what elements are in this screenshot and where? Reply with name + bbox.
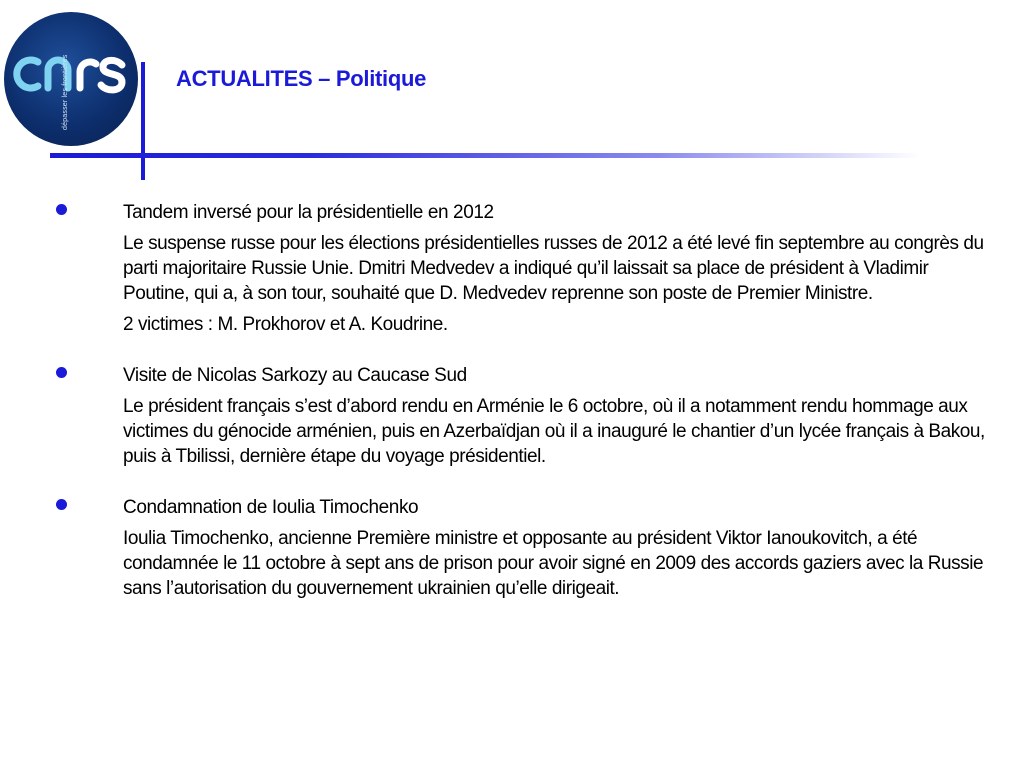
- news-heading: Condamnation de Ioulia Timochenko: [123, 497, 419, 518]
- bullet-icon: [56, 367, 67, 378]
- news-paragraph: Le suspense russe pour les élections présidentielles russes de 2012 a été levé fin septembre au congrès du parti majoritaire Russie Unie. Dmitri Medvedev a indiqué qu’il laissait sa place de président à Vladimir Poutine, qui a, à son tour, souhaité que D. Medvedev reprenne son poste de Premier Ministre.: [123, 233, 984, 304]
- vertical-divider: [141, 62, 145, 180]
- logo-tagline: dépasser les frontières: [62, 54, 69, 130]
- bullet-icon: [56, 499, 67, 510]
- news-paragraph: 2 victimes : M. Prokhorov et A. Koudrine.: [123, 314, 448, 335]
- slide-content: [0, 200, 1024, 627]
- slide-title: ACTUALITES – Politique: [176, 66, 427, 91]
- cnrs-logo: [4, 12, 138, 146]
- news-paragraph: Ioulia Timochenko, ancienne Première ministre et opposante au président Viktor Ianoukovitch, a été condamnée le 11 octobre à sept ans de prison pour avoir signé en 2009 des accords gaziers avec la Russie sans l’autorisation du gouvernement ukrainien qu’elle dirigeait.: [123, 528, 984, 599]
- cnrs-logo-graphic: [4, 12, 138, 146]
- news-item: [0, 200, 1024, 337]
- bullet-icon: [56, 204, 67, 215]
- news-heading: Tandem inversé pour la présidentielle en 2012: [123, 202, 494, 223]
- news-item: [0, 495, 1024, 601]
- news-paragraph: Le président français s’est d’abord rendu en Arménie le 6 octobre, où il a notamment rendu hommage aux victimes du génocide arménien, puis en Azerbaïdjan où il a inauguré le chantier d’un lycée français à Bakou, puis à Tbilissi, dernière étape du voyage présidentiel.: [123, 396, 985, 467]
- horizontal-divider: [50, 153, 920, 158]
- news-heading: Visite de Nicolas Sarkozy au Caucase Sud: [123, 365, 467, 386]
- news-item: [0, 363, 1024, 469]
